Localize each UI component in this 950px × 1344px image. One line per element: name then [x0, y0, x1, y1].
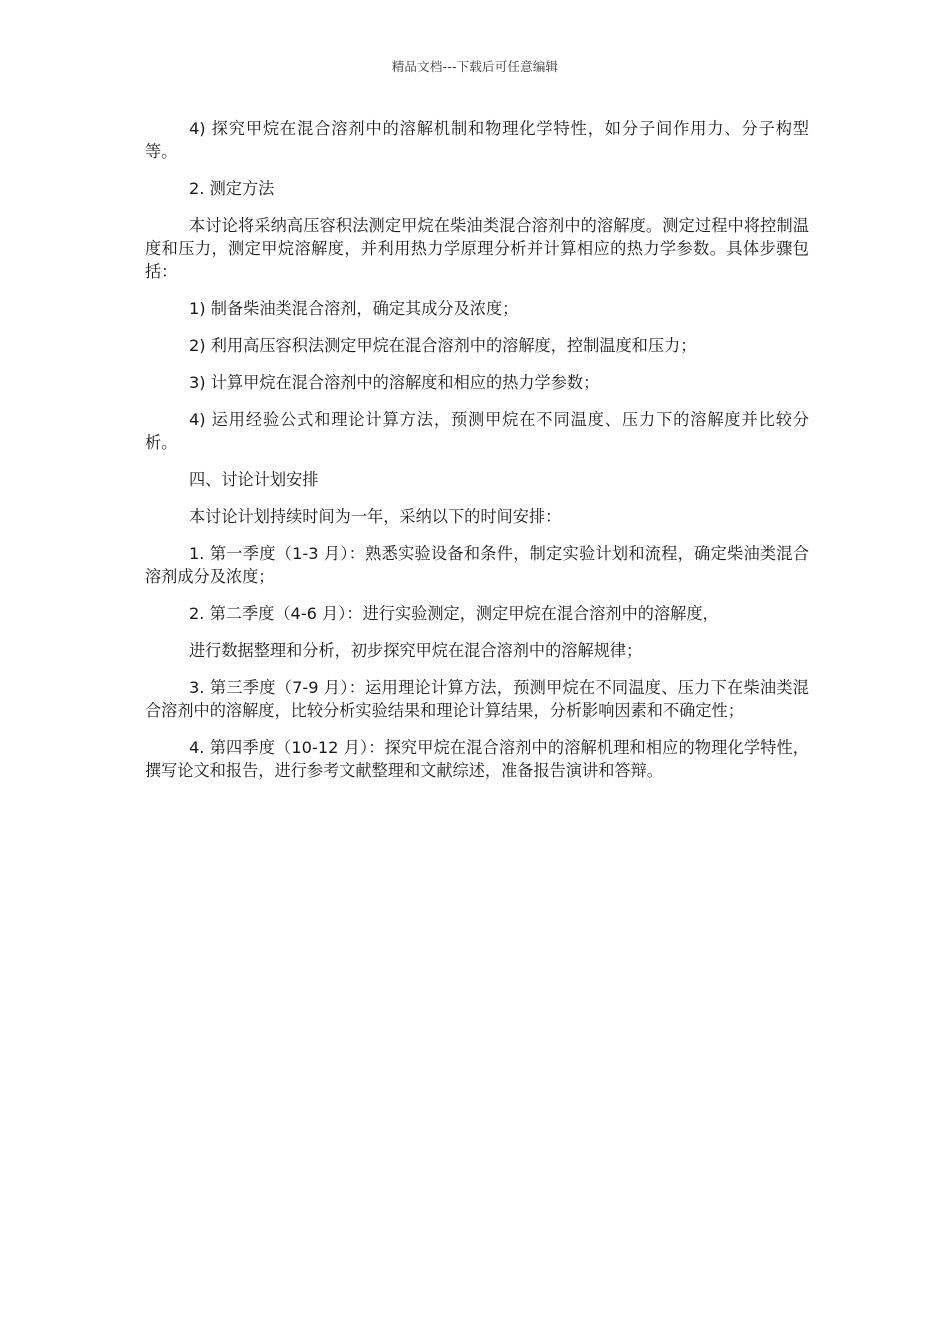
document-body [145, 117, 809, 796]
paragraph-method-intro: 本讨论将采纳高压容积法测定甲烷在柴油类混合溶剂中的溶解度。测定过程中将控制温度和压力，测定甲烷溶解度，并利用热力学原理分析并计算相应的热力学参数。具体步骤包括： [145, 216, 809, 281]
list-item-step-1: 1) 制备柴油类混合溶剂，确定其成分及浓度； [189, 299, 519, 318]
paragraph-schedule-intro: 本讨论计划持续时间为一年，采纳以下的时间安排： [189, 507, 562, 526]
list-item-quarter-4: 4. 第四季度（10-12 月）：探究甲烷在混合溶剂中的溶解机理和相应的物理化学特性，撰写论文和报告，进行参考文献整理和文献综述，准备报告演讲和答辩。 [145, 738, 809, 780]
list-item-quarter-2-continued: 进行数据整理和分析，初步探究甲烷在混合溶剂中的溶解规律； [189, 641, 643, 660]
list-item-quarter-1: 1. 第一季度（1-3 月）：熟悉实验设备和条件，制定实验计划和流程，确定柴油类混合溶剂成分及浓度； [145, 544, 809, 586]
list-item-step-4: 4) 运用经验公式和理论计算方法，预测甲烷在不同温度、压力下的溶解度并比较分析。 [145, 410, 809, 452]
section-heading-schedule: 四、讨论计划安排 [189, 470, 319, 489]
page-header: 精品文档---下载后可任意编辑 [391, 59, 559, 74]
list-item-step-2: 2) 利用高压容积法测定甲烷在混合溶剂中的溶解度，控制温度和压力； [189, 336, 697, 355]
list-item-quarter-2: 2. 第二季度（4-6 月）：进行实验测定，测定甲烷在混合溶剂中的溶解度， [189, 604, 719, 623]
list-item-quarter-3: 3. 第三季度（7-9 月）：运用理论计算方法，预测甲烷在不同温度、压力下在柴油类混合溶剂中的溶解度，比较分析实验结果和理论计算结果，分析影响因素和不确定性； [145, 678, 809, 720]
section-heading-method: 2. 测定方法 [189, 179, 275, 198]
paragraph-research-item-4: 4) 探究甲烷在混合溶剂中的溶解机制和物理化学特性，如分子间作用力、分子构型等。 [145, 119, 809, 161]
list-item-step-3: 3) 计算甲烷在混合溶剂中的溶解度和相应的热力学参数； [189, 373, 600, 392]
